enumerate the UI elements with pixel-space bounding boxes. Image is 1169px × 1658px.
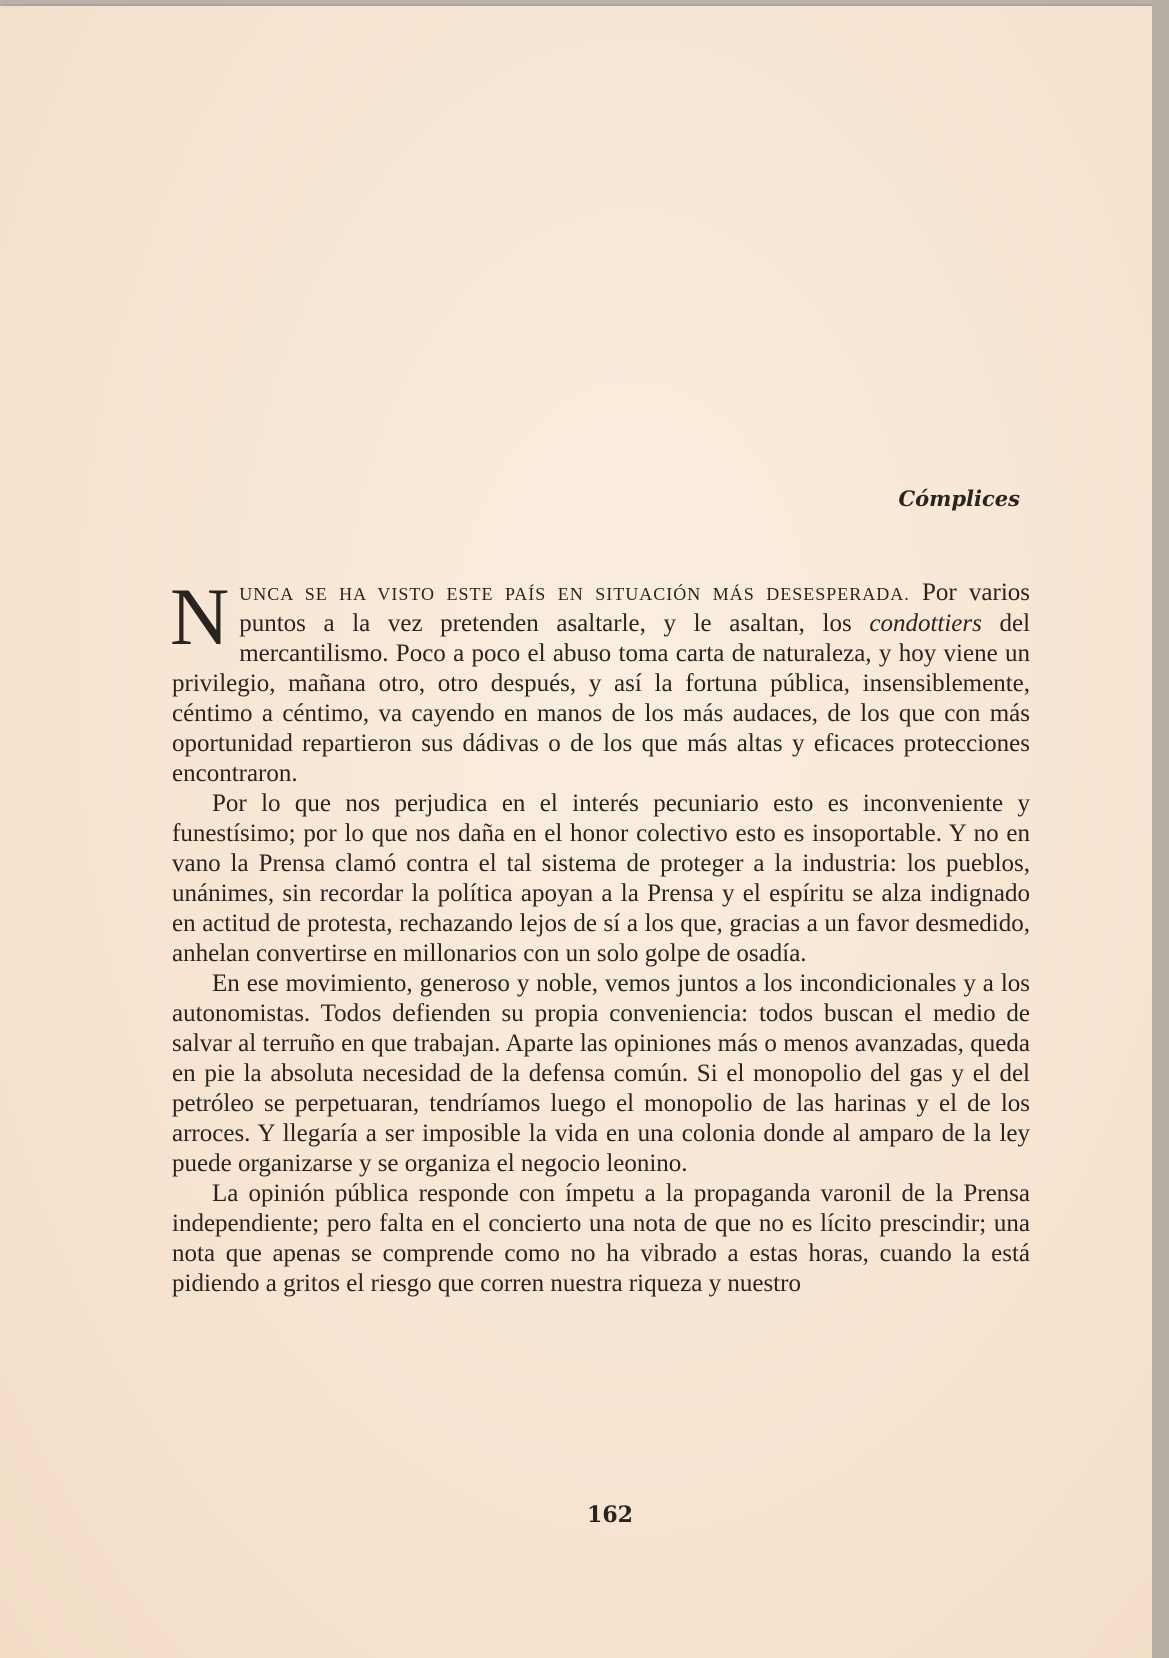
paragraph-3: En ese movimiento, generoso y noble, vemos juntos a los incondicionales y a los autonomistas. Todos defienden su propia conveniencia: todos buscan el medio de salvar al terruño en que trabajan. Aparte las opiniones más o menos avanzadas, queda en pie la absoluta necesidad de la defensa común. Si el monopolio del gas y el del petróleo se perpetuaran, tendríamos luego el monopolio de las harinas y el de los arroces. Y llegaría a ser imposible la vida en una colonia donde al amparo de la ley puede organizarse y se organiza el negocio leonino.: [172, 970, 1030, 1177]
paragraph-1-text-a: Por varios puntos a la vez pretenden asaltarle, y le asaltan, los: [239, 579, 1030, 637]
chapter-title: Cómplices: [898, 486, 1020, 511]
lead-smallcaps: UNCA SE HA VISTO ESTE PAÍS EN SITUACIÓN MÁS DESESPERADA.: [239, 584, 910, 604]
paragraph-1-text-b: del mercantilismo. Poco a poco el abuso toma carta de naturaleza, y hoy viene un privilegio, mañana otro, otro después, y así la fortuna pública, insensiblemente, céntimo a céntimo, va cayendo en manos de los más audaces, de los que con más oportunidad repartieron sus dádivas o de los que más altas y eficaces protecciones encontraron.: [172, 610, 1031, 787]
body-text: [170, 571, 1031, 1299]
paragraph-4: La opinión pública responde con ímpetu a la propaganda varonil de la Prensa independiente; pero falta en el concierto una nota de que no es lícito prescindir; una nota que apenas se comprende como no ha vibrado a estas horas, cuando la está pidiendo a gritos el riesgo que corren nuestra riqueza y nuestro: [172, 1180, 1030, 1297]
page-number: 162: [587, 1502, 633, 1528]
page-edge-shadow: [1152, 0, 1169, 1658]
paragraph-2: Por lo que nos perjudica en el interés pecuniario esto es inconveniente y funestísimo; por lo que nos daña en el honor colectivo esto es insoportable. Y no en vano la Prensa clamó contra el tal sistema de proteger a la industria: los pueblos, unánimes, sin recordar la política apoyan a la Prensa y el espíritu se alza indignado en actitud de protesta, rechazando lejos de sí a los que, gracias a un favor desmedido, anhelan convertirse en millonarios con un solo golpe de osadía.: [172, 790, 1030, 967]
book-page: [0, 6, 1152, 1658]
paragraph-1: [170, 571, 1031, 789]
italic-term: condottiers: [869, 610, 982, 637]
drop-cap: N: [170, 571, 230, 662]
